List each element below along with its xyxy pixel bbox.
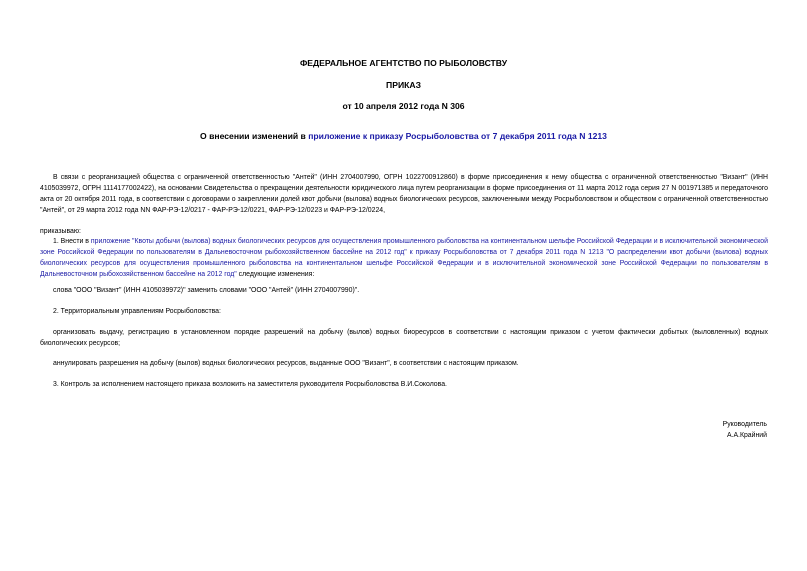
item-3-paragraph: 3. Контроль за исполнением настоящего приказа возложить на заместителя руководителя Росрыболовства В.И.Соколова. (53, 381, 447, 388)
signature-name: А.А.Крайний (726, 432, 767, 439)
item-2-b-paragraph: аннулировать разрешения на добычу (вылов) водных биологических ресурсов, выданные ООО "Визант", в соответствии с настоящим приказом. (53, 360, 519, 367)
date-number-heading: от 10 апреля 2012 года N 306 (342, 101, 465, 111)
item-1-paragraph (40, 236, 768, 280)
title-amended-order-link[interactable]: приложение к приказу Росрыболовства от 7 декабря 2011 года N 1213 (308, 131, 607, 141)
item-1-prefix: 1. Внести в (53, 238, 91, 245)
item-1-suffix: следующие изменения: (236, 271, 315, 278)
signature-position: Руководитель (722, 421, 767, 428)
doc-type-heading: ПРИКАЗ (386, 80, 421, 90)
order-word: приказываю: (40, 228, 81, 235)
item-1-change-paragraph: слова "ООО "Визант" (ИНН 4105039972)" заменить словами "ООО "Антей" (ИНН 2704007990)". (53, 287, 360, 294)
item-2-paragraph: 2. Территориальным управлениям Росрыболовства: (53, 308, 221, 315)
item-2-a-paragraph: организовать выдачу, регистрацию в установленном порядке разрешений на добычу (вылов) водных биоресурсов в соответствии с настоящим приказом с учетом фактически добытых (выловленных) водных биологических ресурсов; (40, 329, 768, 347)
document-title (0, 131, 807, 141)
item-1-appendix-link[interactable]: приложение "Квоты добычи (вылова) водных биологических ресурсов для осуществления промышленного рыболовства на континентальном шельфе Российской Федерации и в исключительной экономической зоне Российской Федерации по пользователям в Дальневосточном рыбохозяйственном бассейне на 2012 год" к приказу Росрыболовства от 7 декабря 2011 года N 1213 "О распределении квот добычи (вылова) водных биологических ресурсов для осуществления промышленного рыболовства на континентальном шельфе Российской Федерации и в исключительной экономической зоне Российской Федерации по пользователям в Дальневосточном рыбохозяйственном бассейне на 2012 год" (40, 238, 768, 278)
preamble-paragraph: В связи с реорганизацией общества с ограниченной ответственностью "Антей" (ИНН 2704007990, ОГРН 1022700912860) в форме присоединения к нему общества с ограниченной ответственностью "Визант" (ИНН 4105039972, ОГРН 1114177002422), на основании Свидетельства о прекращении деятельности юридического лица путем реорганизации в форме присоединения от 11 марта 2012 года серия 27 N 001971385 и передаточного акта от 20 октября 2011 года, в соответствии с договорами о закреплении долей квот добычи (вылова) водных биологических ресурсов, заключенными между Росрыболовством и обществом с ограниченной ответственностью "Антей", от 29 марта 2012 года NN ФАР-РЭ-12/0217 - ФАР-РЭ-12/0221, ФАР-РЭ-12/0223 и ФАР-РЭ-12/0224, (40, 174, 768, 214)
agency-heading: ФЕДЕРАЛЬНОЕ АГЕНТСТВО ПО РЫБОЛОВСТВУ (299, 58, 508, 68)
title-prefix: О внесении изменений в (200, 131, 309, 141)
